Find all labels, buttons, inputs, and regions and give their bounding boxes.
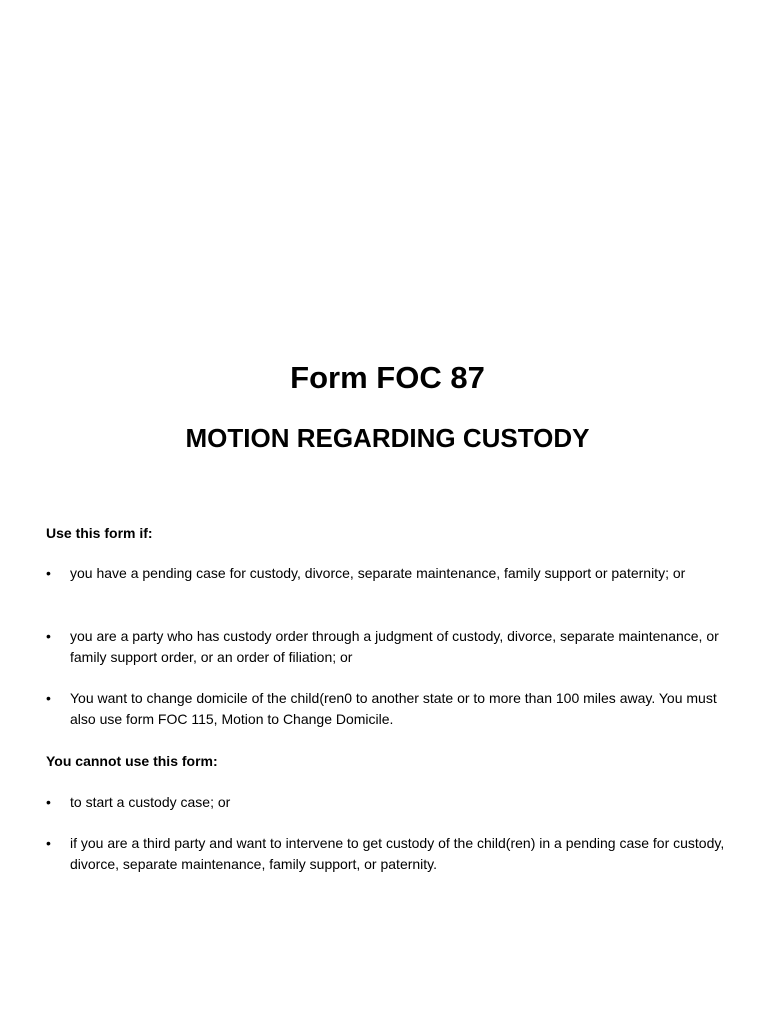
cannot-list-item-text: if you are a third party and want to intervene to get custody of the child(ren) in a pending case for custody, divorce, separate maintenance, family support, or paternity.: [70, 835, 725, 872]
bullet-icon: •: [46, 565, 51, 581]
use-list-item-text: You want to change domicile of the child(ren0 to another state or to more than 100 miles away. You must also use form FOC 115, Motion to Change Domicile.: [70, 690, 717, 727]
bullet-icon: •: [46, 690, 51, 706]
use-list-item: [46, 688, 736, 730]
bullet-icon: •: [46, 835, 51, 851]
cannot-list-item: [46, 833, 736, 875]
cannot-list-item: [46, 792, 736, 813]
form-number: Form FOC 87: [290, 360, 485, 395]
cannot-section-heading: You cannot use this form:: [46, 753, 218, 769]
bullet-icon: •: [46, 794, 51, 810]
use-list-item: [46, 626, 736, 668]
use-list-item-text: you have a pending case for custody, divorce, separate maintenance, family support or paternity; or: [70, 565, 686, 581]
use-list-item-text: you are a party who has custody order through a judgment of custody, divorce, separate maintenance, or family support order, or an order of filiation; or: [70, 628, 719, 665]
use-section-heading: Use this form if:: [46, 525, 153, 541]
bullet-icon: •: [46, 628, 51, 644]
use-list-item: [46, 563, 736, 584]
form-title: MOTION REGARDING CUSTODY: [185, 423, 590, 453]
cannot-list-item-text: to start a custody case; or: [70, 794, 231, 810]
